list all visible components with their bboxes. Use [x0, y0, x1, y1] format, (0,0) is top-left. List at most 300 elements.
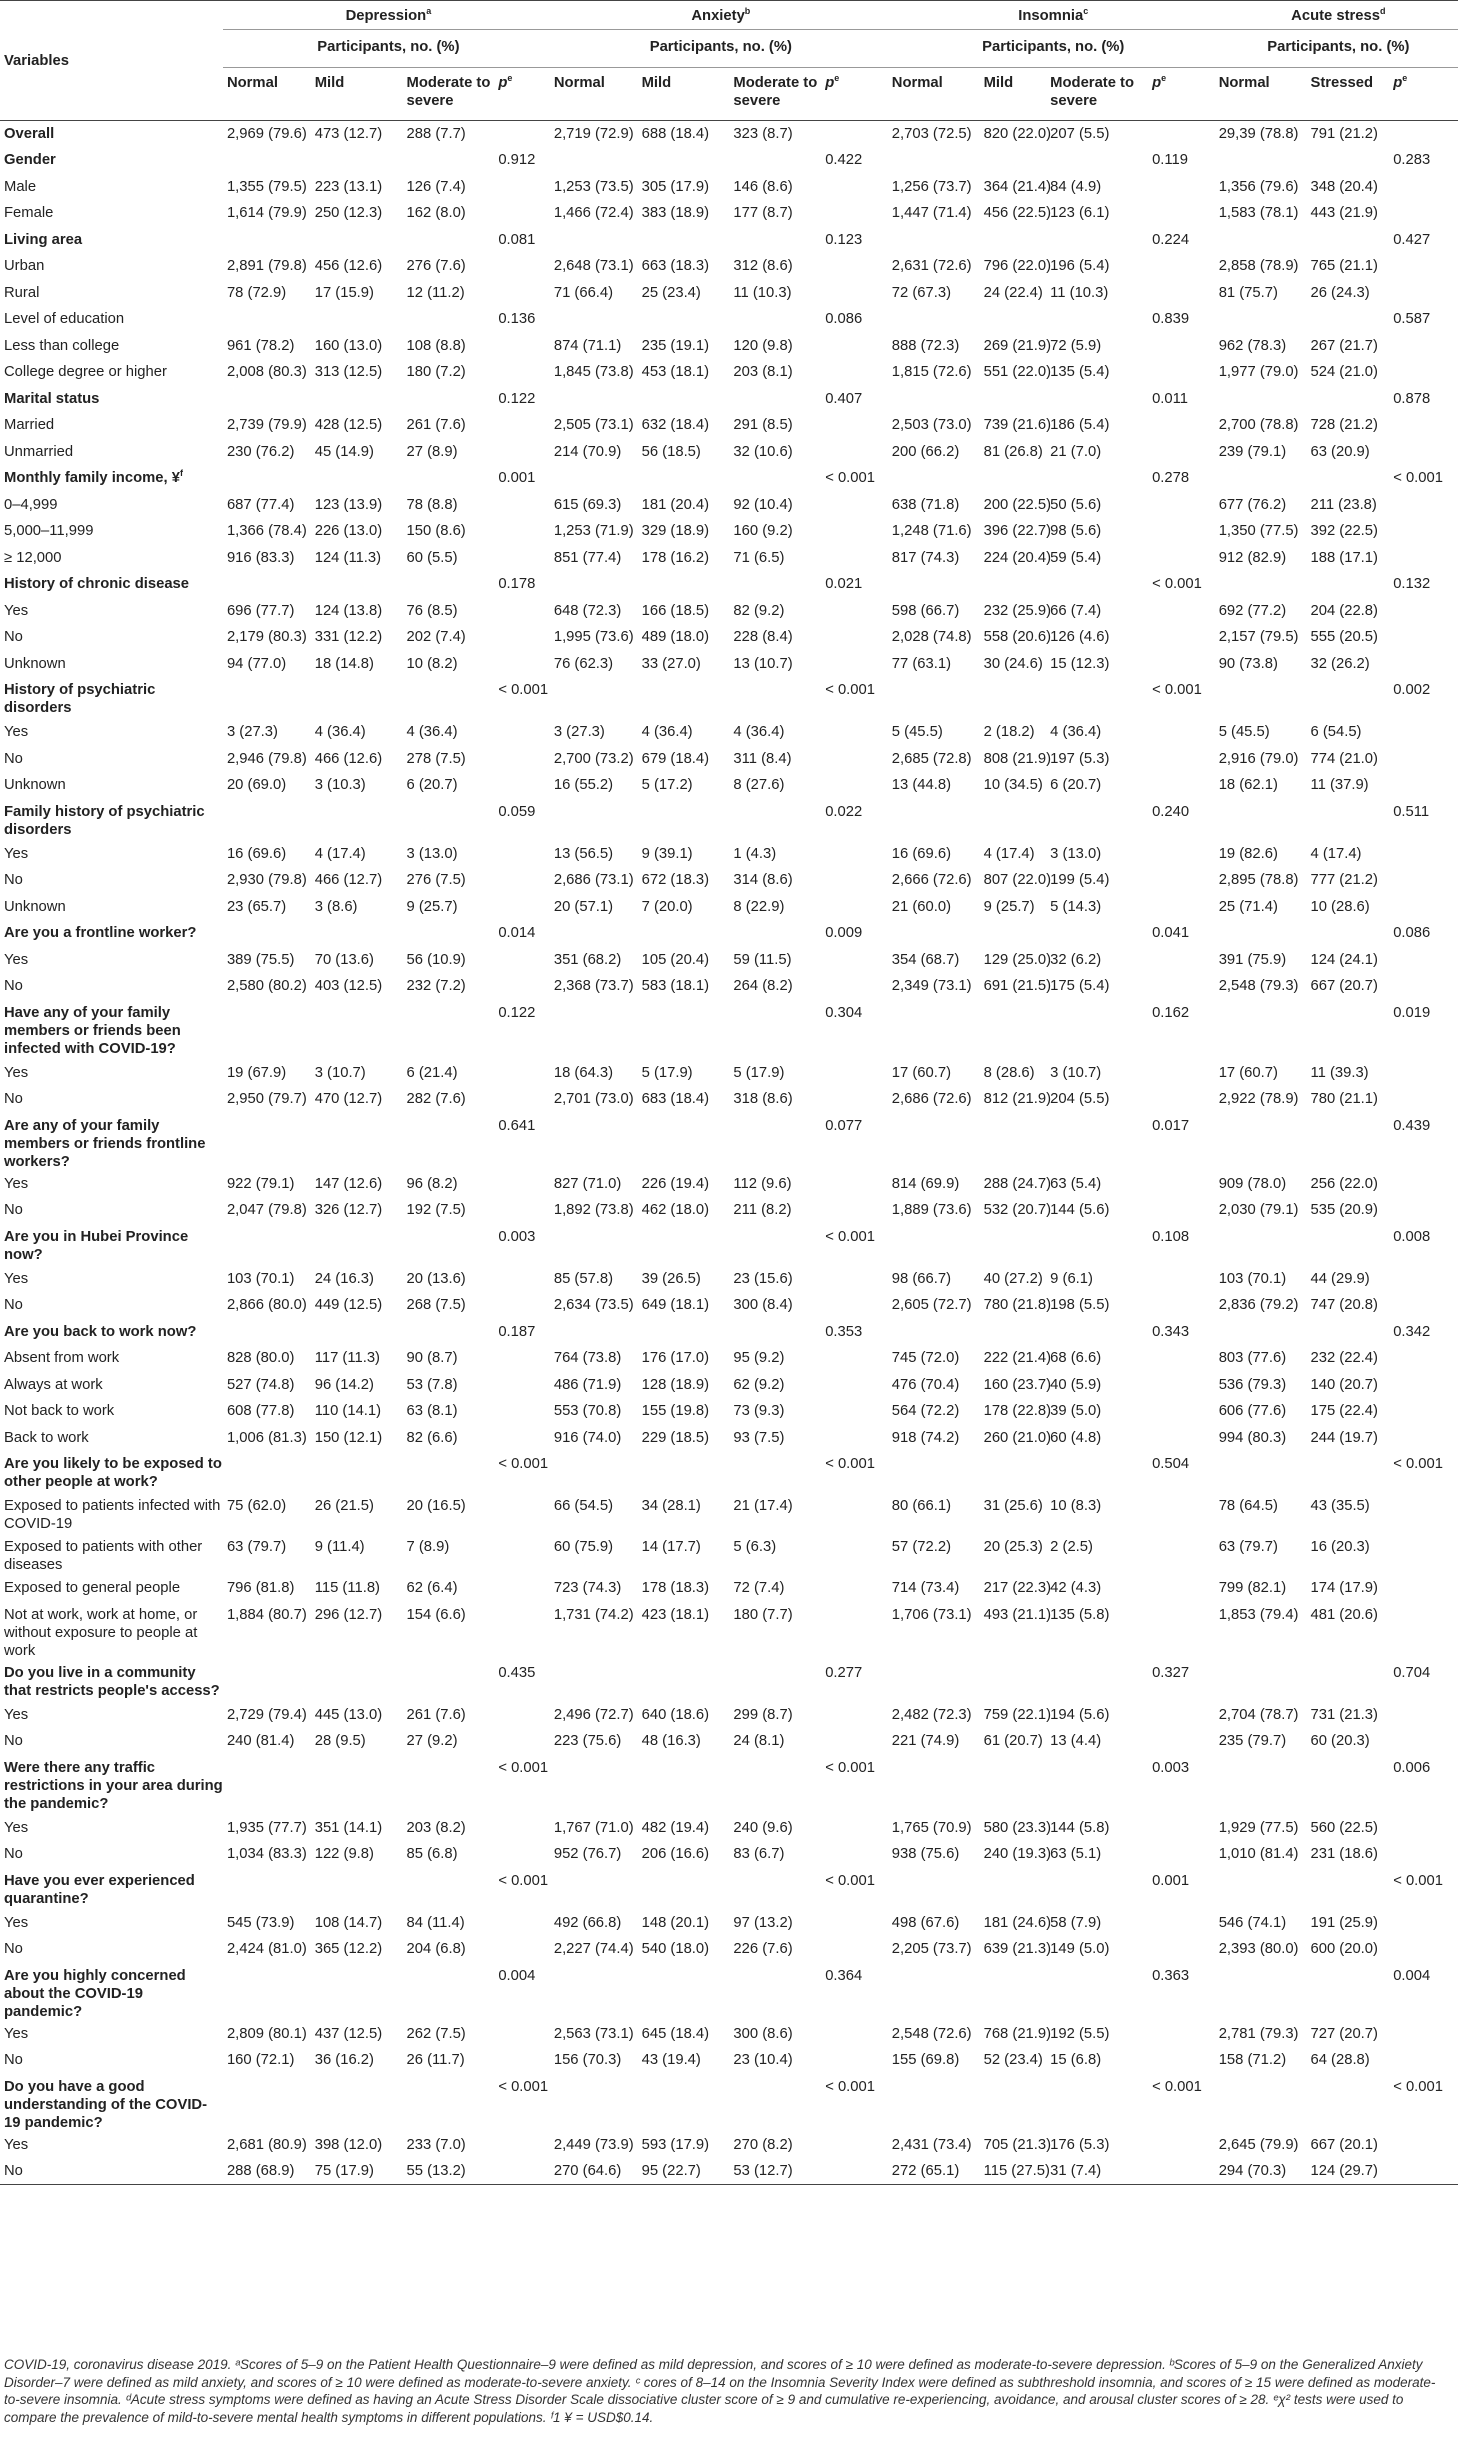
count-cell — [550, 677, 638, 719]
p-value-cell: 0.003 — [498, 1228, 536, 1245]
count-cell — [1306, 1113, 1389, 1171]
p-value-cell — [494, 841, 550, 868]
count-cell: 200 (22.5) — [983, 496, 1052, 513]
count-cell — [1215, 306, 1307, 333]
p-value-cell: 0.132 — [1393, 576, 1431, 592]
table-row — [0, 973, 1458, 1000]
table-row — [0, 1266, 1458, 1293]
count-cell: 962 (78.3) — [1218, 337, 1287, 354]
count-cell — [311, 1000, 403, 1060]
p-value-cell: 0.011 — [1152, 390, 1188, 407]
p-value-cell — [1389, 1398, 1458, 1425]
p-value-cell — [1389, 2132, 1458, 2159]
count-cell — [550, 1963, 638, 2021]
count-cell: 1,892 (73.8) — [553, 1202, 634, 1218]
count-cell: 150 (8.6) — [406, 523, 466, 539]
count-cell — [1215, 147, 1307, 174]
count-cell: 2,047 (79.8) — [226, 1202, 307, 1218]
count-cell: 140 (20.7) — [1310, 1376, 1378, 1393]
row-label-text: Exposed to general people — [4, 1580, 181, 1596]
count-cell — [550, 1113, 638, 1171]
table-row — [0, 1534, 1458, 1575]
count-cell: 70 (13.6) — [314, 951, 374, 968]
count-cell: 95 (22.7) — [638, 2158, 730, 2185]
count-cell: 777 (21.2) — [1310, 872, 1378, 888]
p-value-cell — [1148, 2132, 1215, 2159]
p-value-cell — [1148, 1398, 1215, 1425]
count-cell — [888, 1451, 980, 1493]
row-label-text: Unmarried — [4, 443, 74, 460]
count-cell: 288 (7.7) — [406, 126, 466, 142]
count-cell — [311, 1113, 403, 1171]
count-cell: 20 (16.5) — [406, 1498, 466, 1514]
count-cell: 276 (7.5) — [406, 872, 466, 888]
count-cell: 126 (4.6) — [1050, 629, 1110, 645]
p-value-cell: < 0.001 — [1393, 1456, 1443, 1472]
count-cell: 7 (8.9) — [406, 1539, 450, 1555]
count-cell: 98 (66.7) — [891, 1270, 952, 1287]
p-value-cell — [1148, 1292, 1215, 1319]
p-value-cell — [821, 1702, 888, 1729]
p-value-cell: 0.704 — [1393, 1664, 1431, 1681]
p-value-cell — [1148, 492, 1215, 519]
p-value-cell — [1389, 1602, 1458, 1660]
count-cell: 10 (8.2) — [406, 655, 458, 672]
count-cell: 203 (8.1) — [733, 364, 793, 380]
group-header-0 — [223, 1, 550, 30]
count-cell: 53 (12.7) — [729, 2158, 821, 2185]
count-cell: 230 (76.2) — [226, 443, 295, 460]
count-cell: 2,227 (74.4) — [553, 1941, 634, 1957]
count-cell: 2,930 (79.8) — [226, 872, 307, 888]
p-value-cell — [821, 412, 888, 439]
count-cell: 3 (10.7) — [314, 1064, 366, 1081]
table-row — [0, 1086, 1458, 1113]
count-cell: 217 (22.3) — [983, 1580, 1052, 1596]
row-label — [0, 2021, 223, 2048]
count-cell — [403, 1755, 495, 1815]
table-row — [0, 1425, 1458, 1452]
count-cell: 318 (8.6) — [733, 1091, 793, 1107]
count-cell — [1215, 1319, 1307, 1346]
column-header — [403, 68, 495, 121]
p-value-cell — [821, 121, 888, 148]
count-cell: 16 (69.6) — [226, 845, 287, 862]
p-value-cell: < 0.001 — [825, 1228, 875, 1245]
row-label-text: Living area — [4, 231, 83, 248]
count-cell: 124 (29.7) — [1306, 2158, 1389, 2185]
count-cell: 42 (4.3) — [1050, 1580, 1102, 1596]
row-label-text: Yes — [4, 1270, 29, 1287]
p-value-cell — [1389, 280, 1458, 307]
count-cell: 26 (11.7) — [406, 2052, 465, 2068]
count-cell: 78 (8.8) — [406, 496, 458, 513]
count-cell — [1215, 465, 1307, 492]
p-value-cell: 0.022 — [825, 803, 863, 820]
table-row — [0, 2074, 1458, 2132]
table-row — [0, 2021, 1458, 2048]
count-cell — [729, 1963, 821, 2021]
count-cell: 214 (70.9) — [553, 443, 622, 460]
count-cell: 1,765 (70.9) — [891, 1819, 972, 1836]
count-cell: 122 (9.8) — [314, 1846, 374, 1862]
count-cell — [1215, 1660, 1307, 1702]
count-cell: 396 (22.7) — [983, 523, 1052, 539]
column-label: p — [1152, 75, 1162, 91]
count-cell: 36 (16.2) — [314, 2052, 374, 2068]
p-value-cell — [821, 772, 888, 799]
count-cell: 78 (72.9) — [226, 284, 287, 301]
count-cell: 1,706 (73.1) — [891, 1606, 972, 1623]
count-cell: 5 (14.3) — [1050, 898, 1102, 915]
p-value-cell: 0.277 — [825, 1664, 863, 1681]
row-label-text: Less than college — [4, 337, 120, 354]
count-cell: 696 (77.7) — [226, 602, 295, 619]
count-cell — [729, 1319, 821, 1346]
p-value-cell — [494, 624, 550, 651]
count-cell: 326 (12.7) — [314, 1202, 383, 1218]
count-cell: 226 (13.0) — [314, 523, 383, 539]
count-cell: 18 (14.8) — [314, 655, 374, 672]
count-cell: 82 (6.6) — [406, 1429, 458, 1446]
p-value-cell: 0.001 — [498, 470, 536, 486]
count-cell: 1,845 (73.8) — [553, 364, 634, 380]
count-cell — [1306, 1319, 1389, 1346]
count-cell: 180 (7.7) — [733, 1606, 793, 1623]
p-value-cell — [821, 1425, 888, 1452]
count-cell — [550, 571, 638, 598]
row-label — [0, 719, 223, 746]
row-label-text: Back to work — [4, 1429, 89, 1446]
count-cell — [729, 571, 821, 598]
count-cell: 1 (4.3) — [733, 845, 777, 862]
count-cell — [403, 1319, 495, 1346]
p-value-cell — [494, 1292, 550, 1319]
p-value-cell — [494, 947, 550, 974]
count-cell: 4 (36.4) — [314, 724, 366, 740]
row-label-text: No — [4, 629, 23, 645]
row-label — [0, 147, 223, 174]
count-cell: 10 (28.6) — [1310, 898, 1370, 915]
p-value-cell: 0.427 — [1393, 231, 1431, 248]
row-label — [0, 1936, 223, 1963]
p-value-cell — [1389, 772, 1458, 799]
p-value-cell — [494, 1575, 550, 1602]
column-header — [494, 68, 550, 121]
count-cell: 351 (14.1) — [314, 1819, 383, 1836]
count-cell: 34 (28.1) — [641, 1498, 701, 1514]
row-label-text: Marital status — [4, 390, 100, 407]
count-cell: 437 (12.5) — [314, 2025, 383, 2042]
count-cell — [980, 1319, 1047, 1346]
count-cell — [1215, 2074, 1307, 2132]
column-header — [1046, 68, 1148, 121]
count-cell: 60 (75.9) — [553, 1539, 614, 1555]
count-cell: 759 (22.1) — [983, 1706, 1052, 1723]
row-label — [0, 1963, 223, 2021]
count-cell — [1046, 306, 1148, 333]
p-value-cell — [1389, 1425, 1458, 1452]
p-value-cell — [1148, 200, 1215, 227]
p-value-cell: 0.240 — [1152, 803, 1190, 820]
count-cell: 105 (20.4) — [641, 951, 710, 968]
count-cell — [980, 1000, 1047, 1060]
count-cell — [311, 1755, 403, 1815]
count-cell: 598 (66.7) — [891, 602, 960, 619]
count-cell: 256 (22.0) — [1310, 1175, 1378, 1192]
count-cell: 3 (13.0) — [1050, 845, 1102, 862]
count-cell: 1,256 (73.7) — [891, 178, 972, 195]
count-cell: 60 (20.3) — [1310, 1733, 1370, 1749]
p-value-cell — [494, 439, 550, 466]
count-cell: 261 (7.6) — [406, 417, 466, 433]
count-cell — [311, 306, 403, 333]
count-cell: 11 (10.3) — [1050, 284, 1109, 301]
count-cell — [638, 1868, 730, 1910]
count-cell: 126 (7.4) — [406, 178, 466, 195]
count-cell: 21 (60.0) — [891, 898, 952, 915]
count-cell: 331 (12.2) — [314, 629, 383, 645]
p-value-cell — [494, 598, 550, 625]
count-cell — [888, 1868, 980, 1910]
count-cell: 291 (8.5) — [733, 417, 793, 433]
count-cell: 24 (16.3) — [314, 1270, 374, 1287]
p-value-cell: < 0.001 — [1393, 470, 1443, 486]
column-label: Moderate to severe — [406, 75, 491, 109]
count-cell — [980, 1451, 1047, 1493]
p-value-cell: 0.014 — [498, 925, 536, 941]
count-cell: 392 (22.5) — [1310, 523, 1378, 539]
count-cell: 155 (69.8) — [891, 2052, 960, 2068]
p-value-cell — [1148, 1493, 1215, 1534]
count-cell — [980, 1660, 1047, 1702]
count-cell: 2,895 (78.8) — [1218, 872, 1299, 888]
p-value-cell: 0.587 — [1393, 311, 1431, 327]
row-label-text: No — [4, 872, 23, 888]
p-value-cell — [494, 1197, 550, 1224]
p-value-cell: 0.077 — [825, 1117, 863, 1134]
p-value-cell: 0.422 — [825, 152, 863, 168]
row-label — [0, 492, 223, 519]
count-cell — [888, 1963, 980, 2021]
count-cell: 606 (77.6) — [1218, 1403, 1287, 1419]
row-label — [0, 1224, 223, 1266]
p-value-cell — [821, 1398, 888, 1425]
p-value-cell — [1389, 947, 1458, 974]
count-cell: 803 (77.6) — [1218, 1350, 1287, 1366]
table-row — [0, 412, 1458, 439]
count-cell: 445 (13.0) — [314, 1706, 383, 1723]
count-cell: 197 (5.3) — [1050, 750, 1110, 767]
count-cell: 50 (5.6) — [1050, 496, 1102, 513]
count-cell: 160 (23.7) — [983, 1376, 1052, 1393]
p-value-cell: 0.342 — [1393, 1323, 1431, 1340]
column-label: Mild — [641, 75, 672, 91]
p-value-cell: < 0.001 — [1393, 1872, 1443, 1889]
p-value-cell — [1389, 2047, 1458, 2074]
count-cell: 11 (10.3) — [733, 284, 792, 301]
count-cell: 124 (13.8) — [314, 602, 383, 619]
count-cell: 178 (18.3) — [641, 1580, 710, 1596]
count-cell: 2,781 (79.3) — [1218, 2025, 1299, 2042]
p-value-cell: 0.162 — [1152, 1004, 1190, 1021]
p-value-cell: < 0.001 — [825, 1759, 875, 1776]
row-label — [0, 867, 223, 894]
count-cell — [729, 306, 821, 333]
count-cell — [1306, 1963, 1389, 2021]
count-cell: 714 (73.4) — [891, 1580, 960, 1596]
count-cell: 540 (18.0) — [641, 1941, 710, 1957]
count-cell: 55 (13.2) — [403, 2158, 495, 2185]
p-value-cell — [1148, 253, 1215, 280]
table-row — [0, 1815, 1458, 1842]
p-value-cell: 0.119 — [1152, 152, 1188, 168]
count-cell: 808 (21.9) — [983, 750, 1052, 767]
count-cell: 8 (28.6) — [983, 1064, 1035, 1081]
count-cell: 764 (73.8) — [553, 1350, 622, 1366]
p-value-cell: 0.086 — [1393, 925, 1431, 941]
count-cell: 2,858 (78.9) — [1218, 258, 1299, 274]
count-cell: 14 (17.7) — [641, 1539, 701, 1555]
count-cell: 527 (74.8) — [226, 1376, 295, 1393]
row-label — [0, 2047, 223, 2074]
count-cell — [223, 677, 311, 719]
count-cell: 278 (7.5) — [406, 750, 466, 767]
table-row — [0, 545, 1458, 572]
count-cell: 2,008 (80.3) — [226, 364, 307, 380]
count-cell: 108 (8.8) — [406, 337, 466, 354]
column-header — [821, 68, 888, 121]
p-value-cell — [1148, 121, 1215, 148]
count-cell: 175 (5.4) — [1050, 978, 1110, 994]
count-cell — [638, 1113, 730, 1171]
count-cell — [1306, 1868, 1389, 1910]
row-label-text: Monthly family income, ¥ — [4, 470, 180, 486]
count-cell — [1215, 1755, 1307, 1815]
count-cell — [980, 147, 1047, 174]
count-cell: 398 (12.0) — [314, 2136, 383, 2153]
count-cell — [403, 1224, 495, 1266]
count-cell: 2,205 (73.7) — [891, 1941, 972, 1957]
count-cell: 226 (19.4) — [641, 1175, 710, 1192]
count-cell: 482 (19.4) — [641, 1819, 710, 1836]
p-value-cell: 0.407 — [825, 390, 863, 407]
count-cell: 204 (5.5) — [1050, 1091, 1110, 1107]
row-label — [0, 386, 223, 413]
table-row — [0, 719, 1458, 746]
row-label-text: 0–4,999 — [4, 496, 58, 513]
table-row — [0, 1224, 1458, 1266]
p-value-cell — [821, 359, 888, 386]
table-row — [0, 1000, 1458, 1060]
count-cell: 731 (21.3) — [1310, 1706, 1378, 1723]
p-value-cell — [821, 1534, 888, 1575]
count-cell: 348 (20.4) — [1310, 178, 1378, 195]
count-cell — [1306, 147, 1389, 174]
count-cell — [1306, 386, 1389, 413]
group-footnote-mark: a — [426, 6, 432, 17]
count-cell: 40 (5.9) — [1050, 1376, 1102, 1393]
p-value-cell — [821, 1266, 888, 1293]
count-cell: 535 (20.9) — [1310, 1202, 1378, 1218]
count-cell: 232 (22.4) — [1310, 1350, 1378, 1366]
count-cell: 3 (8.6) — [314, 898, 358, 915]
count-cell: 2,548 (79.3) — [1218, 978, 1299, 994]
p-value-cell — [821, 598, 888, 625]
count-cell — [1306, 227, 1389, 254]
p-value-cell — [1389, 1534, 1458, 1575]
p-value-cell — [1148, 947, 1215, 974]
count-cell: 202 (7.4) — [406, 629, 466, 645]
table-row — [0, 1398, 1458, 1425]
count-cell — [729, 227, 821, 254]
p-value-cell — [494, 1534, 550, 1575]
p-value-cell: 0.004 — [1393, 1967, 1431, 1984]
row-label — [0, 465, 223, 492]
count-cell: 796 (22.0) — [983, 258, 1052, 274]
count-cell — [223, 227, 311, 254]
count-cell: 226 (7.6) — [733, 1941, 793, 1957]
row-label-text: Yes — [4, 1914, 29, 1931]
count-cell: 5 (45.5) — [1218, 724, 1270, 740]
p-value-cell — [494, 545, 550, 572]
group-title: Insomnia — [1018, 8, 1084, 24]
row-label-text: No — [4, 1846, 23, 1862]
table-row — [0, 465, 1458, 492]
row-label-text: Married — [4, 417, 55, 433]
table-row — [0, 772, 1458, 799]
table-row — [0, 1702, 1458, 1729]
count-cell: 4 (17.4) — [983, 845, 1035, 862]
count-cell: 2,179 (80.3) — [226, 629, 307, 645]
p-value-cell — [494, 867, 550, 894]
p-value-cell — [1148, 545, 1215, 572]
column-label: Normal — [891, 75, 943, 91]
row-label — [0, 306, 223, 333]
count-cell: 2,157 (79.5) — [1218, 629, 1299, 645]
p-value-cell — [494, 1425, 550, 1452]
p-value-cell — [494, 200, 550, 227]
count-cell — [888, 920, 980, 947]
count-cell: 667 (20.1) — [1310, 2136, 1378, 2153]
count-cell: 476 (70.4) — [891, 1376, 960, 1393]
row-label-text: No — [4, 2163, 23, 2179]
p-value-cell — [1148, 1702, 1215, 1729]
p-value-cell: 0.353 — [825, 1323, 863, 1340]
row-label — [0, 651, 223, 678]
table-row — [0, 1755, 1458, 1815]
count-cell — [888, 677, 980, 719]
count-cell: 615 (69.3) — [553, 496, 622, 513]
row-label-text: Female — [4, 205, 54, 221]
count-cell: 223 (75.6) — [553, 1733, 622, 1749]
table-row — [0, 677, 1458, 719]
count-cell: 135 (5.4) — [1050, 364, 1110, 380]
row-label-text: Yes — [4, 2136, 29, 2153]
count-cell: 181 (24.6) — [983, 1914, 1052, 1931]
count-cell: 115 (11.8) — [314, 1580, 380, 1596]
p-value-cell — [1148, 973, 1215, 1000]
count-cell: 52 (23.4) — [983, 2052, 1043, 2068]
count-cell — [1046, 1113, 1148, 1171]
table-row — [0, 121, 1458, 148]
count-cell: 261 (7.6) — [406, 1706, 466, 1723]
p-value-cell — [1389, 174, 1458, 201]
count-cell — [223, 386, 311, 413]
count-cell — [638, 1000, 730, 1060]
p-value-cell — [821, 624, 888, 651]
table-row — [0, 1728, 1458, 1755]
